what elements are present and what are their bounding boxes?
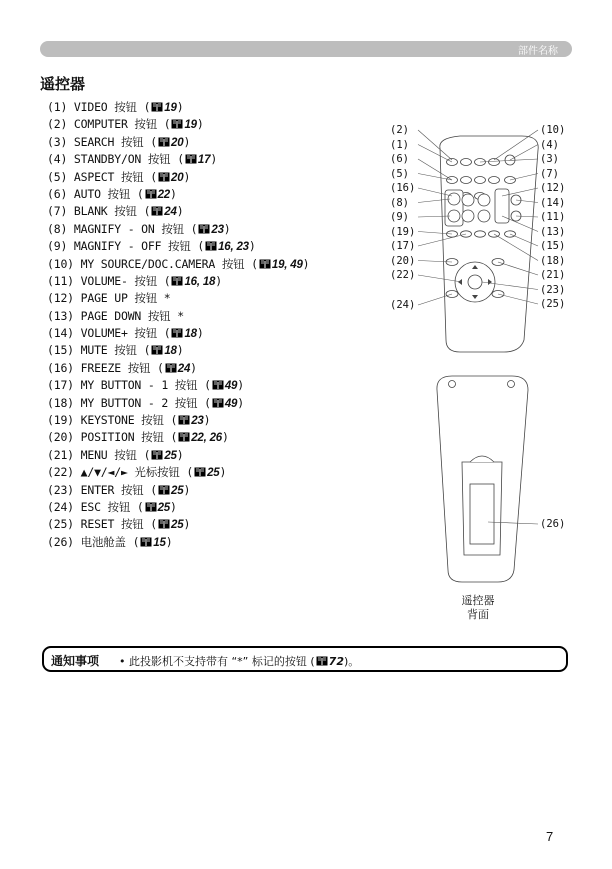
- back-caption-line1: 遥控器: [461, 594, 495, 607]
- item-ref: 49: [224, 397, 238, 410]
- item-close: ): [190, 360, 197, 375]
- item-number: (10): [47, 256, 74, 271]
- item-close: ): [215, 273, 222, 288]
- item-text: POSITION 按钮 (: [80, 430, 178, 445]
- item-ref: 23: [191, 415, 204, 428]
- remote-button: [489, 177, 500, 184]
- item-ref: 17: [197, 154, 211, 167]
- item-ref: 19: [184, 119, 197, 132]
- item-close: ): [165, 534, 173, 549]
- item-close: ): [237, 395, 244, 410]
- item-close: ): [176, 204, 184, 219]
- item-number: (22): [47, 465, 74, 480]
- item-number: (23): [47, 482, 74, 497]
- item-text: FREEZE 按钮 (: [80, 360, 164, 375]
- item-text: ASPECT 按钮 (: [73, 169, 158, 184]
- back-screw: [508, 381, 515, 388]
- item-text: AUTO 按钮 (: [73, 186, 144, 201]
- callout-right: (23): [540, 283, 566, 296]
- item-ref: 25: [171, 484, 184, 497]
- notice-label: 通知事项: [51, 654, 100, 668]
- item-close: ): [203, 413, 211, 428]
- item-text: KEYSTONE 按钮 (: [80, 413, 178, 428]
- item-number: (17): [47, 378, 74, 393]
- item-ref: 16, 18: [184, 275, 216, 288]
- callout-right: (15): [540, 240, 566, 252]
- item-ref: 22: [157, 188, 170, 201]
- callout-left: (24): [390, 299, 416, 311]
- notice-ref: 72: [328, 655, 344, 668]
- item-number: (18): [47, 395, 74, 410]
- callout-left: (2): [390, 124, 409, 136]
- callout-right: (10): [540, 124, 566, 136]
- item-number: (21): [47, 447, 74, 462]
- item-text: VOLUME- 按钮 (: [80, 273, 171, 288]
- item-close: ): [176, 343, 184, 358]
- back-caption-line2: 背面: [467, 608, 489, 621]
- item-text: 电池舱盖 (: [80, 534, 140, 549]
- item-close: ): [183, 517, 191, 532]
- battery-window: [470, 484, 494, 544]
- remote-button: [489, 159, 500, 166]
- item-text: BLANK 按钮 (: [73, 204, 151, 219]
- callout-right: (13): [540, 225, 566, 238]
- callout-left: (1): [390, 138, 409, 151]
- callout-right: (11): [540, 211, 566, 223]
- item-close: ): [237, 378, 244, 393]
- callout-left: (5): [390, 167, 409, 180]
- callout-right: (25): [540, 298, 566, 310]
- item-close: ): [219, 465, 227, 480]
- item-number: (5): [47, 169, 68, 184]
- item-ref: 16, 23: [218, 241, 249, 254]
- callout-right: (3): [540, 153, 559, 165]
- item-close: ): [183, 169, 191, 184]
- item-number: (13): [47, 308, 74, 323]
- item-text: ▲/▼/◄/► 光标按钮 (: [80, 465, 194, 480]
- item-close: ): [221, 430, 229, 445]
- item-number: (25): [47, 517, 74, 532]
- item-ref: 22, 26: [191, 432, 222, 445]
- item-number: (6): [47, 186, 68, 201]
- item-text: ENTER 按钮 (: [80, 482, 158, 497]
- callout-right: (18): [540, 254, 566, 267]
- callout-left: (20): [390, 254, 416, 267]
- item-number: (8): [47, 221, 68, 236]
- item-ref: 49: [224, 380, 238, 393]
- callout-left: (16): [390, 182, 416, 194]
- remote-button: [462, 210, 474, 222]
- item-text: ESC 按钮 (: [80, 499, 144, 514]
- item-close: ): [176, 100, 184, 114]
- callout-back: (26): [540, 518, 566, 530]
- callout-left: (9): [390, 211, 409, 223]
- item-text: MAGNIFY - OFF 按钮 (: [73, 239, 205, 254]
- remote-button: [461, 177, 472, 184]
- notice-box: [42, 646, 568, 672]
- page-title: 遥控器: [40, 75, 86, 93]
- callout-left: (17): [390, 240, 416, 252]
- item-number: (26): [47, 534, 74, 549]
- item-text: MENU 按钮 (: [80, 447, 151, 462]
- item-ref: 23: [211, 223, 224, 236]
- callout-right: (14): [540, 196, 566, 209]
- item-number: (4): [47, 152, 68, 167]
- item-close: ): [183, 482, 191, 497]
- item-text: MAGNIFY - ON 按钮 (: [73, 221, 198, 236]
- remote-button: [462, 194, 474, 206]
- item-number: (2): [47, 117, 68, 132]
- callout-right: (4): [540, 138, 559, 151]
- item-number: (19): [47, 413, 74, 428]
- item-text: VIDEO 按钮 (: [73, 100, 151, 114]
- item-ref: 25: [157, 501, 170, 514]
- item-close: ): [169, 186, 177, 201]
- callout-right: (7): [540, 167, 559, 180]
- item-close: ): [302, 256, 310, 271]
- item-ref: 24: [177, 362, 191, 375]
- item-ref: 19: [164, 102, 177, 114]
- book-icon: [316, 656, 328, 666]
- item-text: MY BUTTON - 1 按钮 (: [80, 378, 211, 393]
- item-text: SEARCH 按钮 (: [73, 134, 158, 149]
- notice-text: [119, 653, 359, 669]
- callout-left: (8): [390, 196, 409, 209]
- item-number: (24): [47, 499, 74, 514]
- item-text: MY BUTTON - 2 按钮 (: [80, 395, 211, 410]
- item-number: (14): [47, 326, 74, 341]
- item-number: (7): [47, 204, 68, 219]
- item-close: ): [248, 239, 256, 254]
- item-text: MUTE 按钮 (: [80, 343, 151, 358]
- item-ref: 18: [164, 345, 177, 358]
- item-close: ): [176, 447, 184, 462]
- callout-left: (6): [390, 153, 409, 165]
- notice-text-after: )。: [343, 655, 360, 668]
- item-ref: 18: [184, 328, 197, 341]
- item-ref: 25: [171, 519, 184, 532]
- item-close: ): [210, 152, 218, 167]
- item-ref: 20: [171, 136, 184, 149]
- item-ref: 19, 49: [271, 258, 303, 271]
- item-close: ): [196, 326, 204, 341]
- item-close: ): [183, 134, 191, 149]
- item-close: ): [196, 117, 204, 132]
- back-screw: [449, 381, 456, 388]
- callout-right: (21): [540, 269, 566, 281]
- item-number: (15): [47, 343, 74, 358]
- callout-right: (12): [540, 182, 566, 194]
- item-ref: 15: [153, 536, 166, 549]
- item-number: (3): [47, 134, 68, 149]
- item-text: MY SOURCE/DOC.CAMERA 按钮 (: [80, 256, 258, 271]
- remote-button: [478, 194, 490, 206]
- remote-button: [475, 231, 486, 237]
- item-ref: 24: [164, 206, 177, 219]
- item-ref: 20: [171, 171, 184, 184]
- item-text: VOLUME+ 按钮 (: [80, 326, 171, 341]
- item-number: (11): [47, 273, 74, 288]
- callout-left: (19): [390, 225, 416, 238]
- remote-button: [461, 159, 472, 166]
- item-ref: 25: [164, 449, 177, 462]
- notice-text-before: • 此投影机不支持带有 “*” 标记的按钮 (: [119, 655, 315, 668]
- item-number: (20): [47, 430, 74, 445]
- item-text: COMPUTER 按钮 (: [73, 117, 171, 132]
- item-number: (9): [47, 239, 68, 254]
- item-close: ): [170, 499, 177, 514]
- remote-button: [478, 210, 490, 222]
- remote-button: [475, 177, 486, 184]
- back-caption: [450, 594, 506, 622]
- item-text: RESET 按钮 (: [80, 517, 158, 532]
- item-number: (1): [47, 100, 68, 114]
- section-label: 部件名称: [518, 46, 558, 57]
- page-number: 7: [546, 829, 554, 844]
- callout-left: (22): [390, 269, 416, 281]
- remote-front-body: [440, 136, 538, 352]
- item-number: (16): [47, 360, 74, 375]
- item-text: PAGE UP 按钮 *: [80, 291, 171, 306]
- enter-button: [468, 275, 482, 289]
- item-ref: 25: [207, 467, 220, 480]
- item-number: (12): [47, 291, 74, 306]
- item-text: STANDBY/ON 按钮 (: [73, 152, 184, 167]
- item-close: ): [223, 221, 231, 236]
- item-text: PAGE DOWN 按钮 *: [80, 308, 184, 323]
